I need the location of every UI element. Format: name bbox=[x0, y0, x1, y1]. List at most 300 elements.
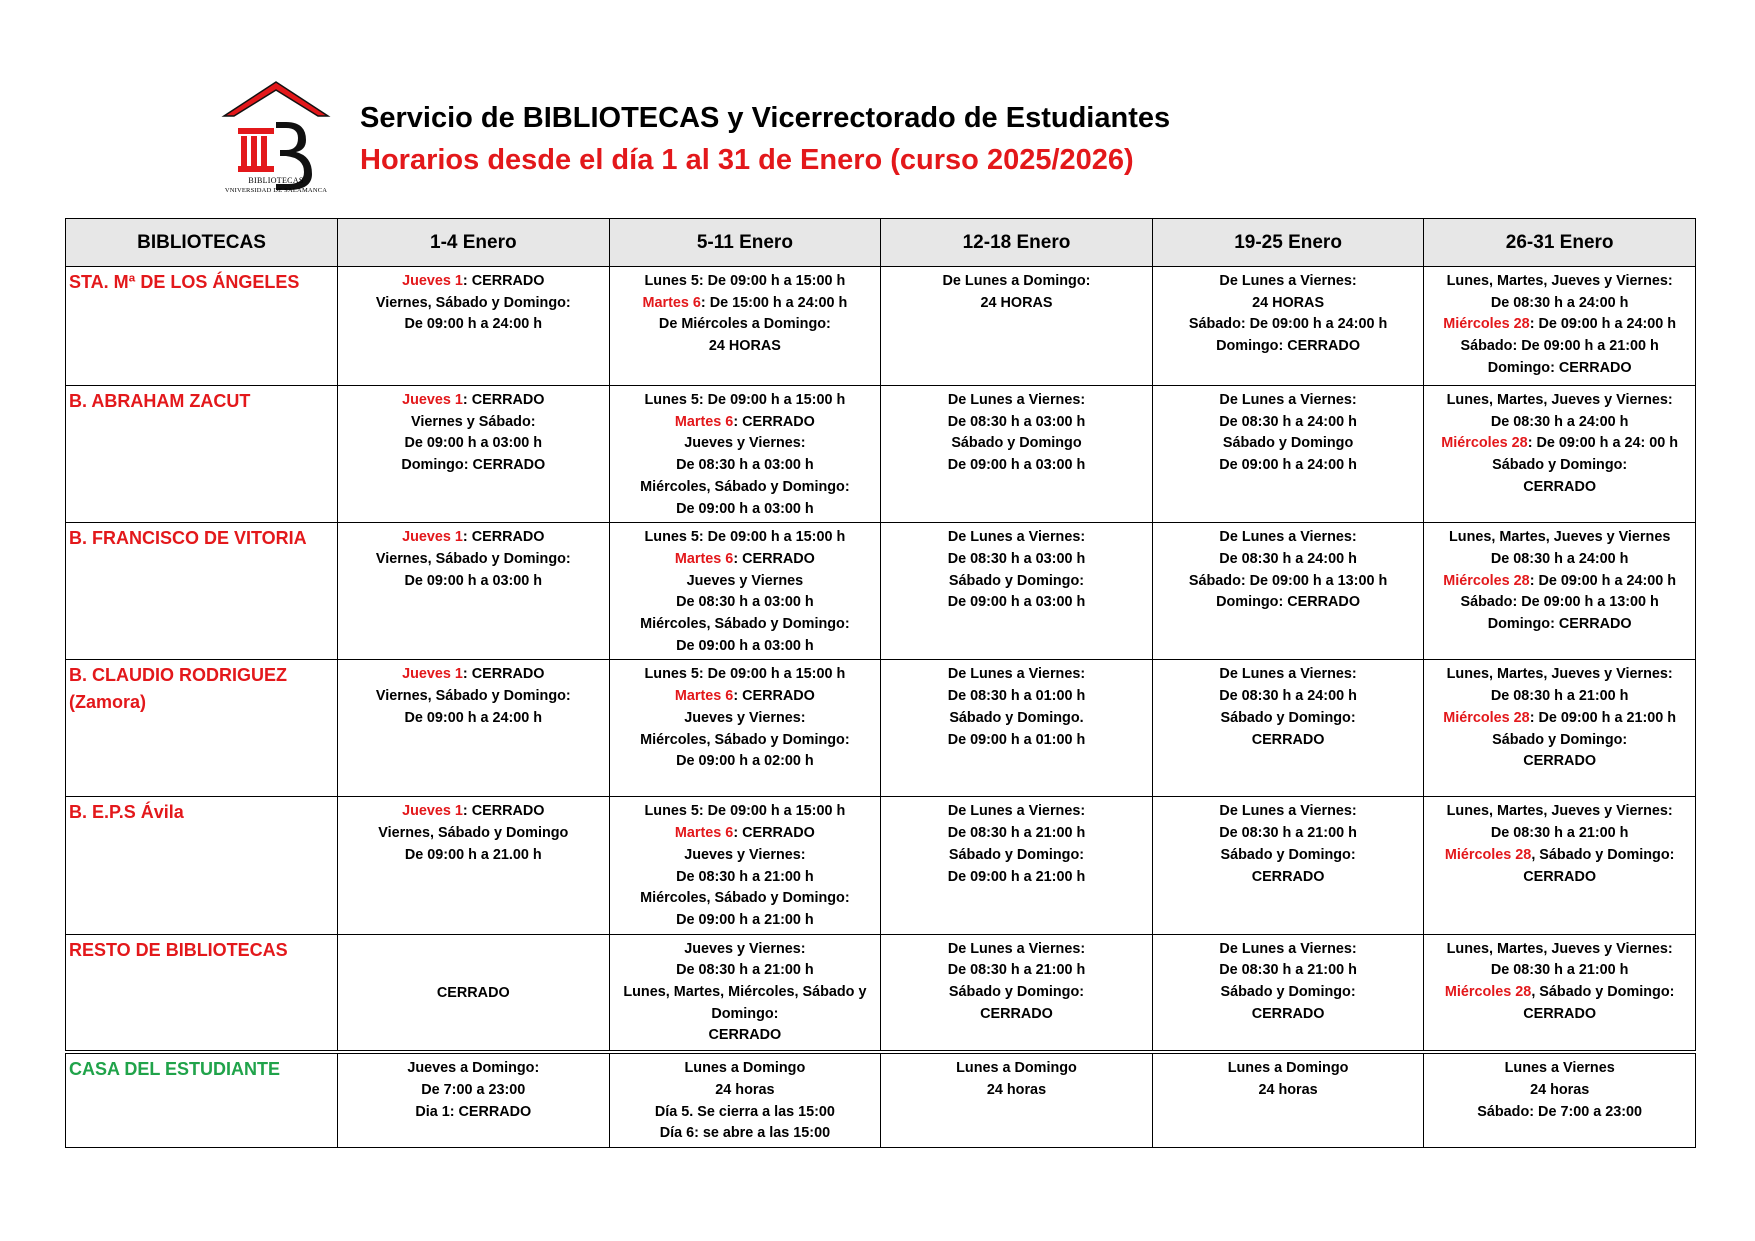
schedule-line bbox=[342, 293, 605, 315]
table-row bbox=[66, 1052, 1696, 1147]
schedule-text: Lunes a Domingo bbox=[1227, 1060, 1349, 1077]
schedule-line bbox=[1428, 960, 1691, 982]
schedule-text: Miércoles, Sábado y Domingo: bbox=[640, 616, 850, 633]
schedule-text: De 08:30 h a 03:00 h bbox=[947, 550, 1086, 567]
schedule-text: , Sábado y Domingo: bbox=[1531, 846, 1675, 863]
schedule-text: Jueves y Viernes bbox=[686, 572, 804, 589]
schedule-line bbox=[1157, 571, 1420, 593]
col-header-week-4: 19-25 Enero bbox=[1152, 219, 1424, 267]
schedule-text: De 08:30 h a 24:00 h bbox=[1490, 550, 1629, 567]
highlighted-day: Miércoles 28 bbox=[1443, 572, 1530, 589]
schedule-text: De 08:30 h a 21:00 h bbox=[1219, 962, 1357, 979]
schedule-text: Jueves y Viernes: bbox=[684, 846, 806, 863]
schedule-line bbox=[342, 549, 605, 571]
schedule-text: De 08:30 h a 21:00 h bbox=[1490, 962, 1629, 979]
highlighted-day: Jueves 1 bbox=[402, 666, 463, 683]
schedule-line bbox=[342, 708, 605, 730]
schedule-line bbox=[1428, 390, 1691, 412]
schedule-line bbox=[1157, 823, 1420, 845]
schedule-cell bbox=[1152, 386, 1424, 523]
schedule-line bbox=[885, 686, 1148, 708]
schedule-text: De 09:00 h a 02:00 h bbox=[676, 753, 814, 770]
schedule-line bbox=[1428, 412, 1691, 434]
schedule-text: De Lunes a Viernes: bbox=[1219, 273, 1357, 289]
schedule-line bbox=[614, 664, 877, 686]
schedule-text: Día 5. Se cierra a las 15:00 bbox=[654, 1103, 835, 1120]
schedule-line bbox=[342, 1102, 605, 1124]
schedule-text: CERRADO bbox=[1523, 868, 1597, 885]
schedule-line bbox=[614, 527, 877, 549]
schedule-line bbox=[885, 823, 1148, 845]
schedule-line bbox=[614, 390, 877, 412]
schedule-cell bbox=[338, 660, 610, 797]
schedule-line bbox=[1428, 1102, 1691, 1124]
schedule-cell bbox=[1152, 1052, 1424, 1147]
schedule-line bbox=[614, 960, 877, 982]
schedule-cell bbox=[1424, 660, 1696, 797]
schedule-line bbox=[1157, 433, 1420, 455]
schedule-text: 24 HORAS bbox=[1252, 294, 1325, 311]
schedule-cell bbox=[1152, 660, 1424, 797]
schedule-text: De 08:30 h a 24:00 h bbox=[1490, 294, 1629, 311]
schedule-line bbox=[614, 1025, 877, 1047]
schedule-cell bbox=[1424, 797, 1696, 934]
schedule-cell bbox=[338, 523, 610, 660]
schedule-text: Lunes, Martes, Jueves y Viernes: bbox=[1446, 392, 1673, 408]
schedule-cell bbox=[1424, 934, 1696, 1052]
schedule-line bbox=[614, 867, 877, 889]
schedule-line bbox=[342, 271, 605, 293]
schedule-line bbox=[342, 390, 605, 412]
schedule-text: : De 09:00 h a 24:00 h bbox=[1529, 316, 1677, 333]
schedule-cell bbox=[881, 523, 1153, 660]
schedule-line bbox=[1428, 708, 1691, 730]
schedule-text: Sábado y Domingo: bbox=[1492, 457, 1628, 474]
schedule-line bbox=[885, 664, 1148, 686]
schedule-text: Lunes 5: De 09:00 h a 15:00 h bbox=[644, 273, 846, 289]
schedule-text: CERRADO bbox=[1523, 478, 1597, 495]
schedule-line bbox=[1428, 801, 1691, 823]
schedule-cell bbox=[1424, 1052, 1696, 1147]
schedule-line bbox=[1428, 751, 1691, 773]
schedule-line bbox=[342, 801, 605, 823]
highlighted-day: Miércoles 28 bbox=[1443, 709, 1530, 726]
schedule-line bbox=[1428, 336, 1691, 358]
schedule-line bbox=[614, 939, 877, 961]
schedule-line bbox=[885, 1080, 1148, 1102]
schedule-text: Miércoles, Sábado y Domingo: bbox=[640, 890, 850, 907]
schedule-text: Lunes, Martes, Jueves y Viernes: bbox=[1446, 940, 1673, 957]
schedule-cell bbox=[338, 1052, 610, 1147]
schedule-line bbox=[1428, 571, 1691, 593]
schedule-line bbox=[885, 708, 1148, 730]
library-name: B. CLAUDIO RODRIGUEZ (Zamora) bbox=[66, 660, 338, 797]
library-name: RESTO DE BIBLIOTECAS bbox=[66, 934, 338, 1052]
schedule-line bbox=[1157, 845, 1420, 867]
schedule-line bbox=[1157, 982, 1420, 1004]
schedule-text: Jueves y Viernes: bbox=[684, 940, 806, 957]
schedule-text: De 08:30 h a 03:00 h bbox=[676, 594, 814, 611]
schedule-text: Sábado y Domingo: bbox=[948, 984, 1085, 1001]
schedule-line bbox=[614, 751, 877, 773]
schedule-text: De Miércoles a Domingo: bbox=[658, 316, 831, 333]
schedule-text: 24 horas bbox=[1258, 1081, 1318, 1098]
schedule-line bbox=[1428, 1058, 1691, 1080]
schedule-line bbox=[614, 801, 877, 823]
schedule-line bbox=[614, 571, 877, 593]
schedule-text: Lunes a Domingo bbox=[684, 1060, 806, 1077]
schedule-text: De Lunes a Domingo: bbox=[942, 273, 1091, 289]
schedule-text: Domingo: CERRADO bbox=[1487, 359, 1632, 376]
schedule-text: De 7:00 a 23:00 bbox=[421, 1081, 526, 1098]
schedule-cell bbox=[338, 386, 610, 523]
schedule-line bbox=[1428, 664, 1691, 686]
schedule-line bbox=[342, 845, 605, 867]
schedule-text: : CERRADO bbox=[462, 273, 545, 289]
schedule-line bbox=[614, 614, 877, 636]
schedule-line bbox=[614, 636, 877, 658]
col-header-week-5: 26-31 Enero bbox=[1424, 219, 1696, 267]
table-row bbox=[66, 934, 1696, 1052]
schedule-text: De Lunes a Viernes: bbox=[947, 940, 1086, 957]
schedule-line bbox=[342, 433, 605, 455]
schedule-line bbox=[885, 801, 1148, 823]
highlighted-day: Martes 6 bbox=[674, 825, 734, 842]
schedule-line bbox=[1428, 939, 1691, 961]
schedule-line bbox=[1157, 960, 1420, 982]
schedule-text: : CERRADO bbox=[733, 413, 815, 430]
schedule-line bbox=[614, 1123, 877, 1145]
schedule-line bbox=[1157, 867, 1420, 889]
schedule-line bbox=[1157, 1080, 1420, 1102]
table-row bbox=[66, 523, 1696, 660]
col-header-week-2: 5-11 Enero bbox=[609, 219, 881, 267]
schedule-text: Lunes, Martes, Jueves y Viernes: bbox=[1446, 273, 1673, 289]
schedule-text: Día 6: se abre a las 15:00 bbox=[659, 1125, 831, 1142]
schedule-line bbox=[885, 549, 1148, 571]
schedule-cell bbox=[609, 934, 881, 1052]
schedule-text: De 09:00 h a 03:00 h bbox=[404, 572, 543, 589]
schedule-text: De 09:00 h a 21:00 h bbox=[676, 911, 814, 928]
table-row bbox=[66, 660, 1696, 797]
schedule-text: Domingo: bbox=[711, 1005, 779, 1022]
schedule-line bbox=[342, 1058, 605, 1080]
schedule-line bbox=[885, 527, 1148, 549]
schedule-line bbox=[1428, 549, 1691, 571]
schedule-line bbox=[614, 1080, 877, 1102]
schedule-line bbox=[1428, 358, 1691, 380]
highlighted-day: Martes 6 bbox=[674, 688, 734, 705]
logo-text-bibliotecas: BIBLIOTECAS bbox=[248, 176, 304, 185]
schedule-line bbox=[885, 412, 1148, 434]
schedule-text: CERRADO bbox=[1251, 731, 1325, 748]
col-header-week-3: 12-18 Enero bbox=[881, 219, 1153, 267]
schedule-line bbox=[1428, 433, 1691, 455]
schedule-text: De Lunes a Viernes: bbox=[947, 392, 1086, 408]
schedule-line bbox=[1157, 271, 1420, 293]
schedule-line bbox=[342, 664, 605, 686]
schedule-text: De Lunes a Viernes: bbox=[947, 529, 1086, 546]
schedule-text: Lunes 5: De 09:00 h a 15:00 h bbox=[644, 529, 846, 546]
schedule-cell bbox=[1152, 934, 1424, 1052]
schedule-line bbox=[1428, 686, 1691, 708]
schedule-line bbox=[342, 1080, 605, 1102]
schedule-text: : CERRADO bbox=[733, 825, 815, 842]
schedule-text: De Lunes a Viernes: bbox=[1219, 392, 1357, 408]
schedule-line bbox=[885, 390, 1148, 412]
schedule-cell bbox=[609, 660, 881, 797]
schedule-text: De 09:00 h a 21:00 h bbox=[947, 868, 1086, 885]
highlighted-day: Martes 6 bbox=[674, 550, 734, 567]
schedule-cell bbox=[1424, 267, 1696, 386]
schedule-line bbox=[885, 960, 1148, 982]
schedule-text: Dia 1: CERRADO bbox=[415, 1103, 532, 1120]
schedule-text: Domingo: CERRADO bbox=[1216, 594, 1361, 611]
schedule-cell bbox=[881, 660, 1153, 797]
schedule-text: Viernes, Sábado y Domingo bbox=[378, 825, 569, 842]
schedule-text: De 08:30 h a 21:00 h bbox=[947, 962, 1086, 979]
schedule-line bbox=[342, 686, 605, 708]
schedule-text: : De 15:00 h a 24:00 h bbox=[700, 294, 848, 311]
highlighted-day: Miércoles 28 bbox=[1441, 435, 1528, 452]
schedule-text: De 08:30 h a 21:00 h bbox=[676, 868, 814, 885]
library-name: CASA DEL ESTUDIANTE bbox=[66, 1052, 338, 1147]
schedule-cell bbox=[881, 797, 1153, 934]
schedule-line bbox=[1428, 271, 1691, 293]
schedule-line bbox=[1428, 1004, 1691, 1026]
schedule-line bbox=[885, 1004, 1148, 1026]
schedule-text: CERRADO bbox=[980, 1005, 1053, 1022]
schedule-text: Sábado y Domingo: bbox=[1220, 709, 1356, 726]
schedule-text: Sábado y Domingo. bbox=[949, 709, 1084, 726]
schedule-text: : CERRADO bbox=[733, 688, 815, 705]
library-name: B. FRANCISCO DE VITORIA bbox=[66, 523, 338, 660]
schedule-line bbox=[885, 293, 1148, 315]
schedule-line bbox=[1157, 390, 1420, 412]
schedule-text: Viernes, Sábado y Domingo: bbox=[375, 294, 571, 311]
schedule-line bbox=[1428, 592, 1691, 614]
schedule-line bbox=[1157, 455, 1420, 477]
schedule-text: Sábado: De 09:00 h a 21:00 h bbox=[1460, 338, 1659, 355]
schedule-text: Lunes, Martes, Jueves y Viernes: bbox=[1446, 803, 1673, 820]
schedule-line bbox=[885, 571, 1148, 593]
schedule-line bbox=[885, 455, 1148, 477]
schedule-text: De 08:30 h a 24:00 h bbox=[1219, 413, 1357, 430]
schedule-line bbox=[614, 455, 877, 477]
schedule-text: De 09:00 h a 24:00 h bbox=[1219, 457, 1357, 474]
schedule-cell bbox=[881, 386, 1153, 523]
schedule-cell bbox=[1152, 523, 1424, 660]
schedule-line bbox=[614, 549, 877, 571]
schedule-text: Viernes, Sábado y Domingo: bbox=[375, 550, 571, 567]
schedule-text: De 09:00 h a 24:00 h bbox=[404, 316, 543, 333]
table-row bbox=[66, 797, 1696, 934]
highlighted-day: Jueves 1 bbox=[402, 273, 463, 289]
schedule-line bbox=[1428, 455, 1691, 477]
schedule-line bbox=[342, 983, 605, 1005]
schedule-body bbox=[66, 267, 1696, 1148]
schedule-line bbox=[1157, 939, 1420, 961]
schedule-cell bbox=[1152, 797, 1424, 934]
schedule-line bbox=[885, 845, 1148, 867]
schedule-line bbox=[1428, 293, 1691, 315]
header-row bbox=[66, 219, 1696, 267]
schedule-text: De Lunes a Viernes: bbox=[1219, 666, 1357, 683]
schedule-text: CERRADO bbox=[1523, 753, 1597, 770]
schedule-line bbox=[1428, 1080, 1691, 1102]
schedule-line bbox=[1428, 314, 1691, 336]
schedule-text: Sábado y Domingo: bbox=[1492, 731, 1628, 748]
highlighted-day: Jueves 1 bbox=[402, 529, 463, 546]
schedule-text: De 08:30 h a 21:00 h bbox=[676, 962, 814, 979]
schedule-text: De 08:30 h a 03:00 h bbox=[676, 457, 814, 474]
schedule-text: Sábado y Domingo: bbox=[948, 572, 1085, 589]
schedule-text: De 08:30 h a 24:00 h bbox=[1219, 688, 1357, 705]
schedule-text: , Sábado y Domingo: bbox=[1531, 984, 1675, 1001]
schedule-text: De 08:30 h a 03:00 h bbox=[947, 413, 1086, 430]
schedule-line bbox=[614, 686, 877, 708]
highlighted-day: Jueves 1 bbox=[402, 392, 463, 408]
schedule-line bbox=[614, 1058, 877, 1080]
schedule-text: 24 HORAS bbox=[708, 338, 781, 355]
schedule-line bbox=[1157, 686, 1420, 708]
schedule-line bbox=[885, 271, 1148, 293]
schedule-line bbox=[342, 527, 605, 549]
schedule-text: Sábado y Domingo: bbox=[1220, 984, 1356, 1001]
schedule-text: : CERRADO bbox=[733, 550, 815, 567]
schedule-line bbox=[342, 455, 605, 477]
schedule-text: De 08:30 h a 21:00 h bbox=[1219, 825, 1357, 842]
schedule-line bbox=[614, 708, 877, 730]
schedule-line bbox=[1157, 801, 1420, 823]
schedule-line bbox=[614, 433, 877, 455]
schedule-text: De 08:30 h a 01:00 h bbox=[947, 688, 1086, 705]
schedule-line bbox=[614, 730, 877, 752]
schedule-line bbox=[1428, 867, 1691, 889]
schedule-text: De Lunes a Viernes: bbox=[1219, 529, 1357, 546]
schedule-line bbox=[614, 592, 877, 614]
schedule-line bbox=[614, 314, 877, 336]
schedule-text: Miércoles, Sábado y Domingo: bbox=[640, 478, 850, 495]
schedule-text: : De 09:00 h a 21:00 h bbox=[1529, 709, 1677, 726]
schedule-line bbox=[1157, 1004, 1420, 1026]
schedule-text: CERRADO bbox=[1251, 1005, 1325, 1022]
schedule-text: : De 09:00 h a 24:00 h bbox=[1529, 572, 1677, 589]
schedule-line bbox=[614, 271, 877, 293]
table-row bbox=[66, 267, 1696, 386]
schedule-cell bbox=[1424, 523, 1696, 660]
schedule-line bbox=[614, 477, 877, 499]
schedule-line bbox=[614, 823, 877, 845]
schedule-line bbox=[1428, 477, 1691, 499]
logo-text-universidad: VNIVERSIDAD DE SALAMANCA bbox=[224, 187, 328, 194]
schedule-text: Lunes, Martes, Jueves y Viernes: bbox=[1446, 666, 1673, 683]
schedule-text: Sábado: De 09:00 h a 24:00 h bbox=[1188, 316, 1388, 333]
highlighted-day: Martes 6 bbox=[642, 294, 701, 311]
schedule-line bbox=[614, 845, 877, 867]
schedule-line bbox=[1157, 336, 1420, 358]
schedule-text: CERRADO bbox=[708, 1027, 782, 1044]
schedule-line bbox=[1428, 527, 1691, 549]
schedule-line bbox=[885, 982, 1148, 1004]
schedule-text: Viernes y Sábado: bbox=[411, 413, 536, 430]
schedule-text: Domingo: CERRADO bbox=[1216, 338, 1361, 355]
table-row bbox=[66, 386, 1696, 523]
schedule-text: De 08:30 h a 21:00 h bbox=[1490, 688, 1629, 705]
schedule-text: De Lunes a Viernes: bbox=[947, 803, 1086, 820]
schedule-text: De 09:00 h a 03:00 h bbox=[947, 457, 1086, 474]
schedule-text: : De 09:00 h a 24: 00 h bbox=[1527, 435, 1679, 452]
schedule-line bbox=[614, 499, 877, 521]
schedule-text: De 09:00 h a 03:00 h bbox=[947, 594, 1086, 611]
schedule-line bbox=[1428, 982, 1691, 1004]
schedule-text: De 08:30 h a 21:00 h bbox=[947, 825, 1086, 842]
schedule-line bbox=[1157, 412, 1420, 434]
schedule-line bbox=[1157, 1058, 1420, 1080]
col-header-bibliotecas: BIBLIOTECAS bbox=[66, 219, 338, 267]
schedule-line bbox=[614, 910, 877, 932]
highlighted-day: Martes 6 bbox=[674, 413, 734, 430]
schedule-line bbox=[885, 433, 1148, 455]
schedule-text: Sábado y Domingo bbox=[1222, 435, 1354, 452]
schedule-text: 24 horas bbox=[715, 1081, 775, 1098]
schedule-line bbox=[1157, 293, 1420, 315]
schedule-text: De 09:00 h a 03:00 h bbox=[404, 435, 543, 452]
schedule-cell bbox=[338, 797, 610, 934]
schedule-text: Lunes 5: De 09:00 h a 15:00 h bbox=[644, 666, 846, 683]
schedule-text: Lunes a Domingo bbox=[956, 1060, 1077, 1077]
schedule-text: De 08:30 h a 24:00 h bbox=[1219, 550, 1357, 567]
schedule-line bbox=[614, 888, 877, 910]
schedule-text: Jueves y Viernes: bbox=[684, 435, 806, 452]
schedule-text: De 09:00 h a 01:00 h bbox=[947, 731, 1086, 748]
schedule-text: Lunes 5: De 09:00 h a 15:00 h bbox=[644, 803, 846, 820]
schedule-text: CERRADO bbox=[1523, 1005, 1597, 1022]
highlighted-day: Miércoles 28 bbox=[1444, 846, 1532, 863]
schedule-text: Lunes, Martes, Jueves y Viernes bbox=[1449, 529, 1671, 546]
schedule-text: Lunes a Viernes bbox=[1504, 1060, 1615, 1077]
schedule-line bbox=[1157, 314, 1420, 336]
schedule-line bbox=[614, 293, 877, 315]
schedule-cell bbox=[609, 267, 881, 386]
schedule-cell bbox=[609, 386, 881, 523]
schedule-line bbox=[342, 823, 605, 845]
schedule-line bbox=[1428, 845, 1691, 867]
schedule-line bbox=[1157, 708, 1420, 730]
schedule-text: 24 horas bbox=[986, 1081, 1047, 1098]
schedule-line bbox=[1157, 592, 1420, 614]
schedule-line bbox=[885, 730, 1148, 752]
schedule-line bbox=[342, 571, 605, 593]
schedule-text: De 09:00 h a 21.00 h bbox=[404, 846, 542, 863]
schedule-text: : CERRADO bbox=[462, 392, 545, 408]
schedule-text: Jueves y Viernes: bbox=[684, 709, 806, 726]
highlighted-day: Miércoles 28 bbox=[1444, 984, 1532, 1001]
schedule-line bbox=[1157, 549, 1420, 571]
schedule-cell bbox=[881, 1052, 1153, 1147]
col-header-week-1: 1-4 Enero bbox=[338, 219, 610, 267]
schedule-cell bbox=[881, 934, 1153, 1052]
schedule-line bbox=[614, 982, 877, 1004]
schedule-cell bbox=[609, 523, 881, 660]
schedule-text: 24 horas bbox=[1530, 1081, 1590, 1098]
library-name: STA. Mª DE LOS ÁNGELES bbox=[66, 267, 338, 386]
schedule-text: Domingo: CERRADO bbox=[401, 457, 546, 474]
schedule-cell bbox=[338, 267, 610, 386]
schedule-text: : CERRADO bbox=[462, 666, 545, 683]
schedule-line bbox=[885, 1058, 1148, 1080]
schedule-text: De 09:00 h a 03:00 h bbox=[676, 637, 814, 654]
